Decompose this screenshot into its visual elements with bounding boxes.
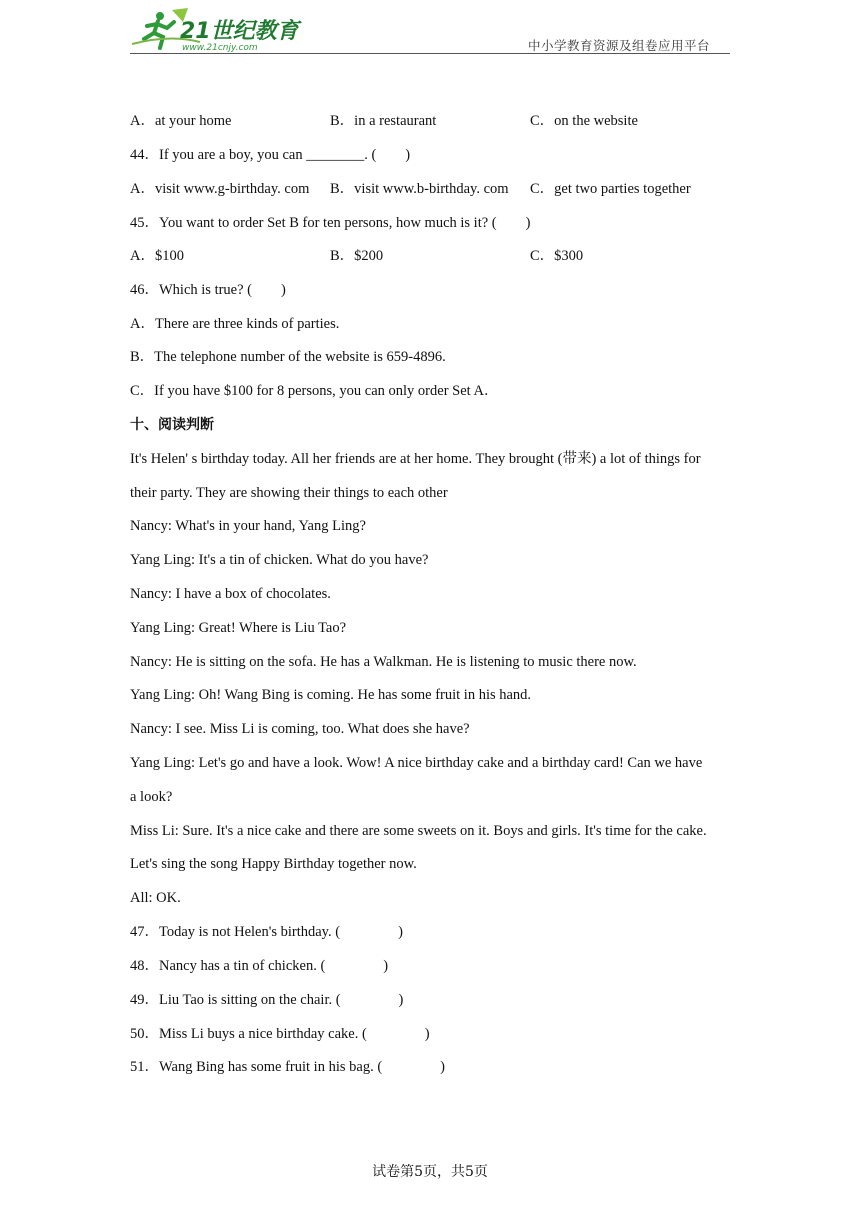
q46-question: 46．Which is true? ( ) (130, 282, 286, 298)
passage-line: Yang Ling: Let's go and have a look. Wow! A nice birthday cake and a birthday card! Can we have (130, 755, 703, 771)
q46-option-c: C．If you have $100 for 8 persons, you can only order Set A． (130, 383, 499, 399)
passage-line: a look? (130, 789, 173, 805)
passage-line: Miss Li: Sure. It's a nice cake and there are some sweets on it. Boys and girls. It's time for the cake. (130, 823, 707, 839)
passage-line: Nancy: He is sitting on the sofa. He has a Walkman. He is listening to music there now. (130, 654, 637, 670)
q45-option-b: B．$200 (330, 248, 384, 264)
q44-option-b: B．visit www.b-birthday. com (330, 181, 509, 197)
q46-option-a: A．There are three kinds of parties. (130, 316, 340, 332)
q45-question: 45．You want to order Set B for ten persons, how much is it? ( ) (130, 215, 531, 231)
svg-text:21世纪教育: 21世纪教育 (180, 19, 299, 44)
q45-option-a: A．$100 (130, 248, 184, 264)
judgment-question: 50．Miss Li buys a nice birthday cake. ( ) (130, 1026, 430, 1042)
passage-line: Yang Ling: Oh! Wang Bing is coming. He has some fruit in his hand. (130, 687, 532, 703)
q44-option-a: A．visit www.g-birthday. com (130, 181, 310, 197)
q43-option-c: C．on the website (530, 113, 638, 129)
judgment-question: 49．Liu Tao is sitting on the chair. ( ) (130, 992, 404, 1008)
q44-question: 44．If you are a boy, you can ________. ( ) (130, 147, 411, 163)
judgment-question: 48．Nancy has a tin of chicken. ( ) (130, 958, 389, 974)
passage-line: Nancy: What's in your hand, Yang Ling? (130, 518, 366, 534)
page-header (130, 6, 730, 56)
header-divider (130, 53, 730, 54)
page-footer: 试卷第5页，共5页 (372, 1164, 488, 1180)
passage-line: Let's sing the song Happy Birthday together now. (130, 856, 417, 872)
passage-line: It's Helen' s birthday today. All her friends are at her home. They brought (带来) a lot of things for (130, 451, 701, 467)
svg-text:www.21cnjy.com: www.21cnjy.com (182, 43, 258, 53)
passage-line: Nancy: I see. Miss Li is coming, too. What does she have? (130, 721, 470, 737)
platform-name: 中小学教育资源及组卷应用平台 (527, 38, 710, 53)
q45-options (130, 247, 584, 265)
passage-line: their party. They are showing their things to each other (130, 485, 448, 501)
q44-options (130, 180, 691, 198)
q46-option-b: B．The telephone number of the website is 659-4896. (130, 349, 446, 365)
logo (130, 6, 305, 54)
q45-option-c: C．$300 (530, 248, 584, 264)
passage-line: Yang Ling: It's a tin of chicken. What do you have? (130, 552, 429, 568)
judgment-question: 51．Wang Bing has some fruit in his bag. ( ) (130, 1059, 445, 1075)
passage-line: All: OK. (130, 890, 181, 906)
q44-option-c: C．get two parties together (530, 181, 691, 197)
section-title: 十、阅读判断 (130, 417, 214, 433)
q43-option-a: A．at your home (130, 113, 232, 129)
passage-line: Nancy: I have a box of chocolates. (130, 586, 331, 602)
passage-line: Yang Ling: Great! Where is Liu Tao? (130, 620, 347, 636)
judgment-question: 47．Today is not Helen's birthday. ( ) (130, 924, 403, 940)
q43-option-b: B．in a restaurant (330, 113, 437, 129)
q43-options (130, 112, 638, 130)
